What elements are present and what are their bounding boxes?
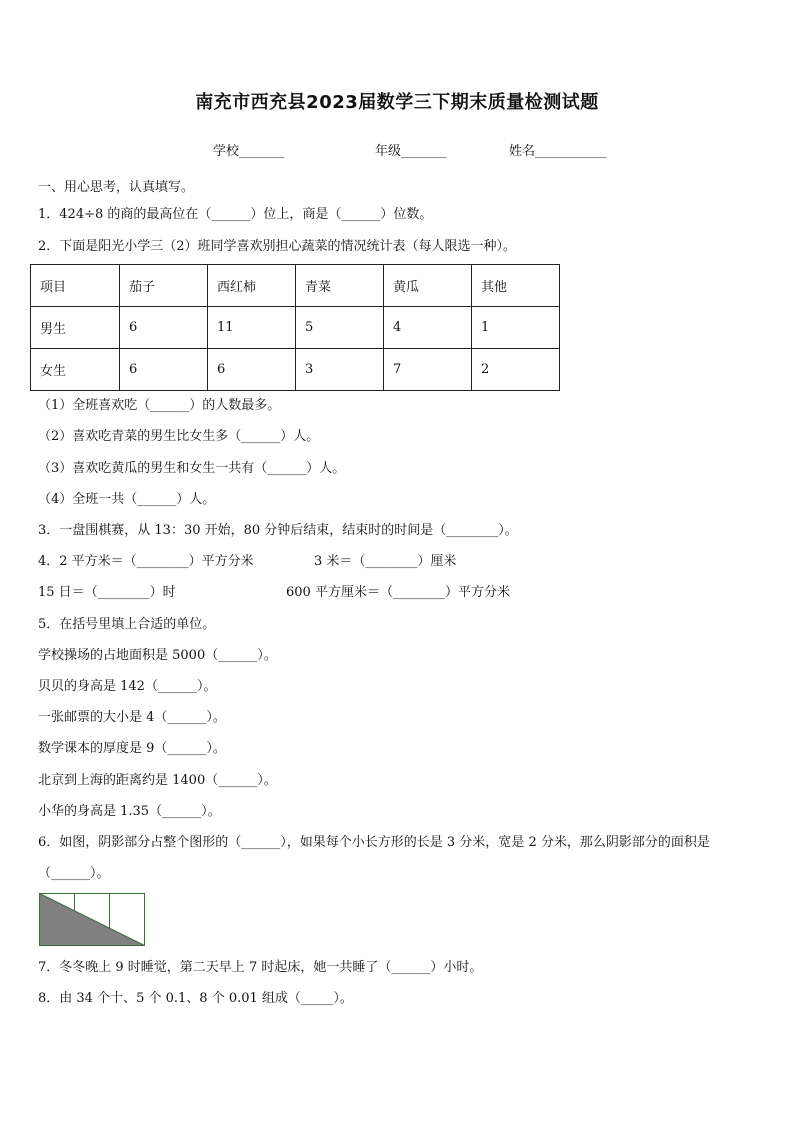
table-cell: 4 [384, 307, 472, 349]
question-2-3: （3）喜欢吃黄瓜的男生和女生一共有（______）人。 [38, 461, 346, 476]
question-5-4: 数学课本的厚度是 9（______）。 [38, 741, 226, 756]
table-cell: 6 [208, 349, 296, 391]
page-title: 南充市西充县2023届数学三下期末质量检测试题 [195, 92, 599, 113]
table-cell: 2 [472, 349, 560, 391]
question-4b: 3 米＝（________）厘米 [314, 554, 457, 569]
vegetable-stats-table [30, 264, 560, 391]
table-cell: 1 [472, 307, 560, 349]
question-2-2: （2）喜欢吃青菜的男生比女生多（______）人。 [38, 429, 320, 444]
table-cell: 项目 [31, 265, 120, 307]
question-6-continued: （______）。 [38, 866, 110, 881]
question-5: 5．在括号里填上合适的单位。 [38, 617, 216, 632]
question-5-2: 贝贝的身高是 142（______）。 [38, 679, 217, 694]
school-field: 学校_______ [213, 144, 285, 159]
question-4d: 600 平方厘米＝（________）平方分米 [286, 585, 510, 600]
question-2-1: （1）全班喜欢吃（______）的人数最多。 [38, 398, 281, 413]
shaded-rectangle-figure [39, 893, 145, 946]
question-4a: 4．2 平方米＝（________）平方分米 [38, 554, 254, 569]
name-field: 姓名___________ [509, 144, 607, 159]
question-5-5: 北京到上海的距离约是 1400（______）。 [38, 773, 277, 788]
table-cell: 女生 [31, 349, 120, 391]
table-row [31, 349, 560, 391]
table-cell: 6 [120, 307, 208, 349]
question-5-3: 一张邮票的大小是 4（______）。 [38, 710, 226, 725]
question-3: 3．一盘围棋赛，从 13：30 开始，80 分钟后结束，结束时的时间是（________）。 [38, 523, 518, 538]
table-cell: 男生 [31, 307, 120, 349]
question-7: 7．冬冬晚上 9 时睡觉，第二天早上 7 时起床，她一共睡了（______）小时。 [38, 960, 483, 975]
question-5-6: 小华的身高是 1.35（______）。 [38, 804, 221, 819]
table-cell: 西红柿 [208, 265, 296, 307]
table-cell: 3 [296, 349, 384, 391]
table-header-row [31, 265, 560, 307]
grade-field: 年级_______ [375, 144, 447, 159]
question-6: 6．如图，阴影部分占整个图形的（______），如果每个小长方形的长是 3 分米，宽是 2 分米，那么阴影部分的面积是 [38, 835, 710, 850]
section-heading: 一、用心思考，认真填写。 [38, 180, 195, 195]
table-cell: 6 [120, 349, 208, 391]
question-1: 1．424÷8 的商的最高位在（______）位上，商是（______）位数。 [38, 207, 433, 222]
table-cell: 青菜 [296, 265, 384, 307]
table-cell: 茄子 [120, 265, 208, 307]
table-cell: 7 [384, 349, 472, 391]
question-8: 8．由 34 个十、5 个 0.1、8 个 0.01 组成（_____）。 [38, 991, 353, 1006]
question-2-4: （4）全班一共（______）人。 [38, 492, 216, 507]
question-5-1: 学校操场的占地面积是 5000（______）。 [38, 648, 277, 663]
question-4c: 15 日＝（________）时 [38, 585, 176, 600]
question-2: 2．下面是阳光小学三（2）班同学喜欢别担心蔬菜的情况统计表（每人限选一种）。 [38, 239, 517, 254]
table-cell: 其他 [472, 265, 560, 307]
table-cell: 黄瓜 [384, 265, 472, 307]
table-cell: 11 [208, 307, 296, 349]
table-row [31, 307, 560, 349]
table-cell: 5 [296, 307, 384, 349]
